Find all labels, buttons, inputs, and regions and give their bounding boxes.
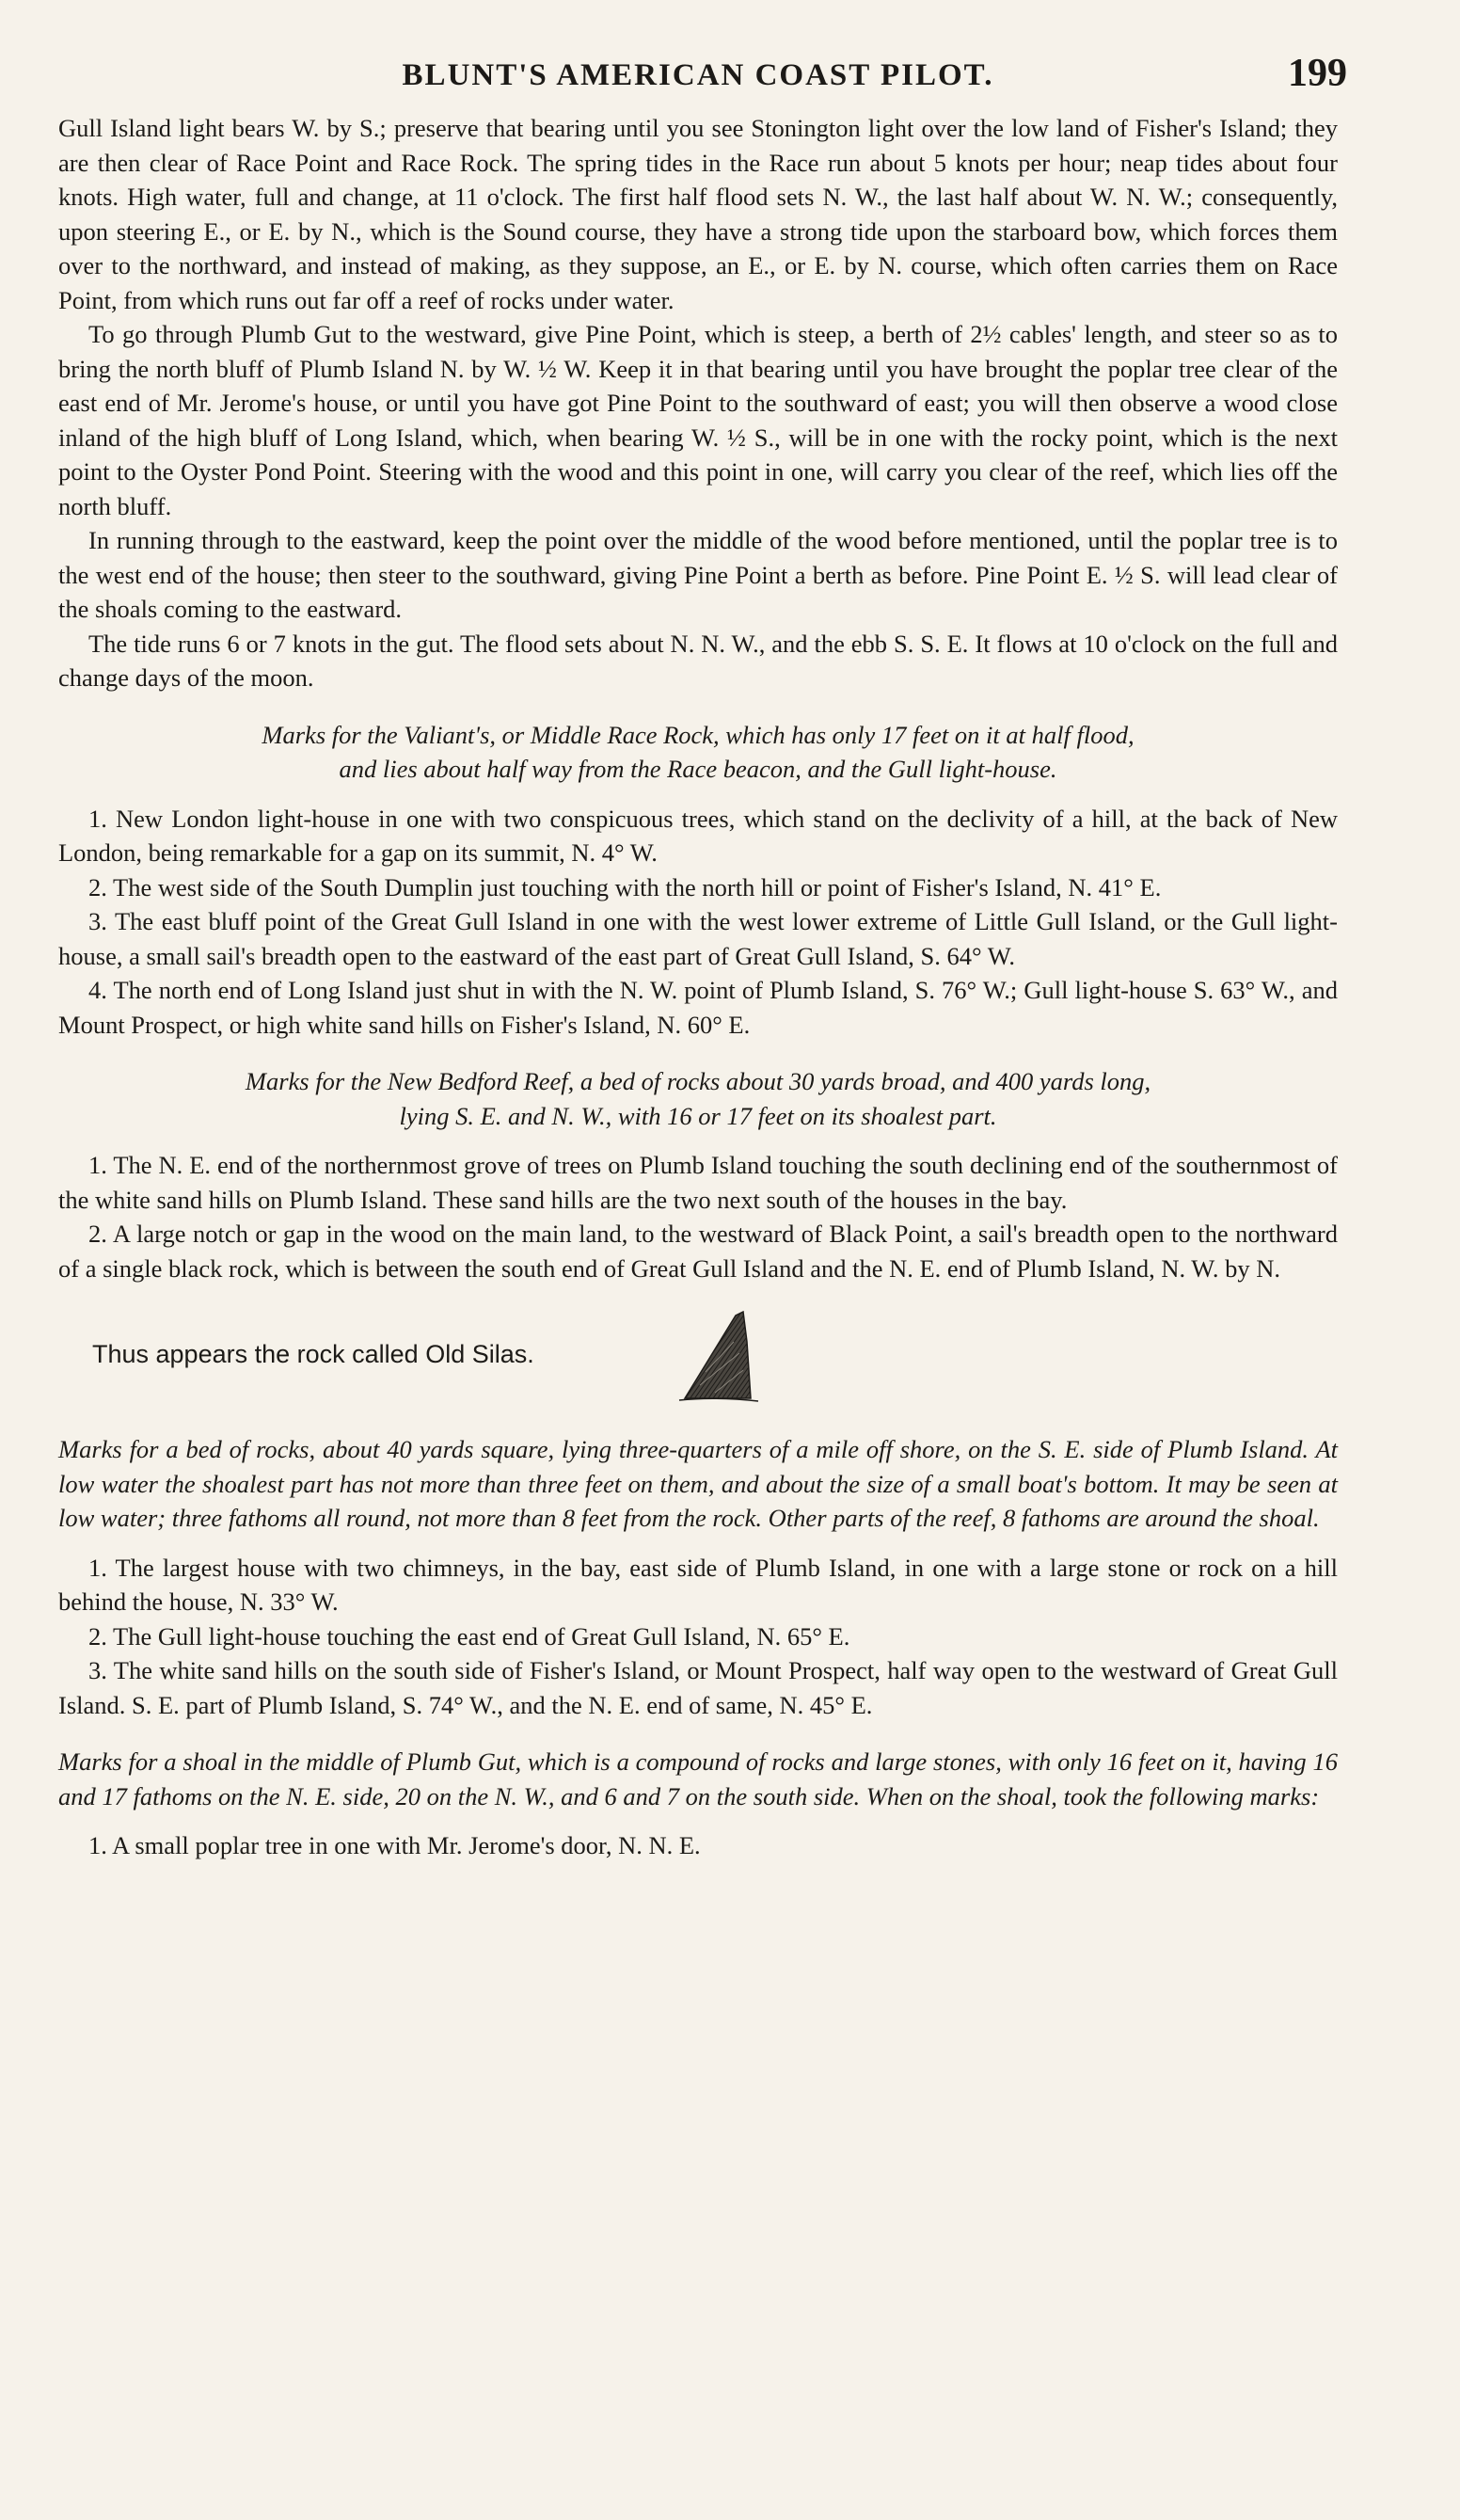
section-heading-new-bedford-reef: [58, 1064, 1338, 1133]
list-item: 4. The north end of Long Island just shut in with the N. W. point of Plumb Island, S. 76° W.; Gull light-house S. 63° W., and Mount Prospect, or high white sand hills on Fisher's Island, N. 60° E.: [58, 976, 1338, 1039]
section-heading-plumb-gut-shoal: Marks for a shoal in the middle of Plumb Gut, which is a compound of rocks and large stones, with only 16 feet on it, having 16 and 17 fathoms on the N. E. side, 20 on the N. W., and 6 and 7 on the south side. When on the shoal, took the following marks:: [58, 1747, 1338, 1810]
paragraph: Gull Island light bears W. by S.; preserve that bearing until you see Stonington light over the low land of Fisher's Island; they are then clear of Race Point and Race Rock. The spring tides in the Race run about 5 knots per hour; neap tides about four knots. High water, full and change, at 11 o'clock. The first half flood sets N. W., the last half about W. N. W.; consequently, upon steering E., or E. by N., which is the Sound course, they have a strong tide upon the starboard bow, which forces them over to the northward, and instead of making, as they suppose, an E., or E. by N. course, which often carries them on Race Point, from which runs out far off a reef of rocks under water.: [58, 114, 1338, 314]
list-item: 2. The Gull light-house touching the east end of Great Gull Island, N. 65° E.: [88, 1621, 850, 1651]
document-page: [58, 49, 1347, 1863]
section-heading-valiants-rock: [58, 718, 1338, 787]
list-item: 2. A large notch or gap in the wood on the main land, to the westward of Black Point, a sail's breadth open to the northward of a single black rock, which is between the south end of Great Gull Island and the N. E. end of Plumb Island, N. W. by N.: [58, 1220, 1338, 1283]
heading-line: Marks for the Valiant's, or Middle Race Rock, which has only 17 feet on it at half flood,: [262, 720, 1135, 749]
paragraph: The tide runs 6 or 7 knots in the gut. The flood sets about N. N. W., and the ebb S. S. E. It flows at 10 o'clock on the full and change days of the moon.: [58, 629, 1338, 692]
paragraph: To go through Plumb Gut to the westward, give Pine Point, which is steep, a berth of 2½ cables' length, and steer so as to bring the north bluff of Plumb Island N. by W. ½ W. Keep it in that bearing until you have brought the poplar tree clear of the east end of Mr. Jerome's house, or until you have got Pine Point to the southward of east; you will then observe a wood close inland of the high bluff of Long Island, which, when bearing W. ½ S., will be in one with the rocky point, which is the next point to the Oyster Pond Point. Steering with the wood and this point in one, will carry you clear of the reef, which lies off the north bluff.: [58, 320, 1338, 520]
list-item: 1. A small poplar tree in one with Mr. Jerome's door, N. N. E.: [88, 1831, 701, 1859]
running-title: BLUNT'S AMERICAN COAST PILOT.: [402, 58, 994, 92]
page-number: 199: [1288, 52, 1347, 95]
running-head: [58, 49, 1347, 111]
list-item: 2. The west side of the South Dumplin just touching with the north hill or point of Fisher's Island, N. 41° E.: [88, 872, 1162, 901]
list-item: 3. The white sand hills on the south side of Fisher's Island, or Mount Prospect, half way open to the westward of Great Gull Island. S. E. part of Plumb Island, S. 74° W., and the N. E. end of same, N. 45° E.: [58, 1656, 1338, 1719]
paragraph: In running through to the eastward, keep the point over the middle of the wood before mentioned, until the poplar tree is to the west end of the house; then steer to the southward, giving Pine Point a berth as before. Pine Point E. ½ S. will lead clear of the shoals coming to the eastward.: [58, 526, 1338, 623]
list-item: 1. New London light-house in one with two conspicuous trees, which stand on the declivity of a hill, at the back of New London, being remarkable for a gap on its summit, N. 4° W.: [58, 804, 1338, 867]
list-item: 1. The largest house with two chimneys, in the bay, east side of Plumb Island, in one with a large stone or rock on a hill behind the house, N. 33° W.: [58, 1553, 1338, 1616]
section-heading-bed-of-rocks: Marks for a bed of rocks, about 40 yards square, lying three-quarters of a mile off shore, on the S. E. side of Plumb Island. At low water the shoalest part has not more than three feet on them, and about the size of a small boat's bottom. It may be seen at low water; three fathoms all round, not more than 8 feet from the rock. Other parts of the reef, 8 fathoms are around the shoal.: [58, 1435, 1338, 1532]
list-item: 3. The east bluff point of the Great Gull Island in one with the west lower extreme of Little Gull Island, or the Gull light-house, a small sail's breadth open to the eastward of the east part of Great Gull Island, S. 64° W.: [58, 907, 1338, 970]
rock-illustration: [677, 1304, 818, 1408]
heading-line: Marks for the New Bedford Reef, a bed of rocks about 30 yards broad, and 400 yards long,: [245, 1067, 1151, 1095]
list-item: 1. The N. E. end of the northernmost grove of trees on Plumb Island touching the south declining end of the southernmost of the white sand hills on Plumb Island. These sand hills are the two next south of the houses in the bay.: [58, 1151, 1338, 1214]
heading-line: and lies about half way from the Race beacon, and the Gull light-house.: [339, 755, 1057, 783]
body-text: [58, 111, 1338, 1863]
heading-line: lying S. E. and N. W., with 16 or 17 feet on its shoalest part.: [399, 1101, 997, 1130]
figure-old-silas: [58, 1304, 1338, 1408]
figure-caption: Thus appears the rock called Old Silas.: [92, 1340, 534, 1368]
